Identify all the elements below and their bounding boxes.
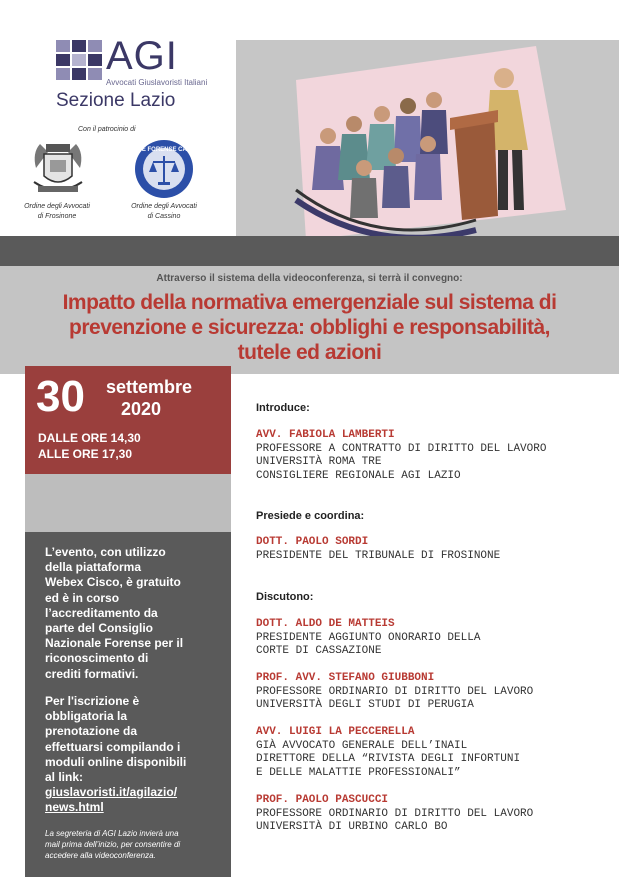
patrocinio-label: Con il patrocinio di (78, 126, 136, 133)
event-month: settembre (106, 377, 193, 397)
speaker-1: DOTT. ALDO DE MATTEIS PRESIDENTE AGGIUNTO ONORARIO DELLA CORTE DI CASSAZIONE (256, 618, 606, 659)
ordine-frosinone-label: Ordine degli Avvocati di Frosinone (24, 203, 90, 220)
logo-brand: AGI (106, 34, 178, 78)
presiede-speaker: DOTT. PAOLO SORDI PRESIDENTE DEL TRIBUNALE DI FROSINONE (256, 536, 606, 563)
speaker-3: AVV. LUIGI LA PECCERELLA GIÀ AVVOCATO GENERALE DELL’INAIL DIRETTORE DELLA “RIVISTA DEGLI INFORTUNI E DELLE MALATTIE PROFESSIONALI” (256, 726, 606, 780)
dark-divider-band (0, 236, 619, 266)
logo-section: Sezione Lazio (56, 90, 176, 111)
speaker-name: AVV. LUIGI LA PECCERELLA (256, 726, 415, 738)
left-grey-spacer (25, 474, 231, 532)
speaker-name: PROF. AVV. STEFANO GIUBBONI (256, 672, 435, 684)
info-note: La segreteria di AGI Lazio invierà una mail prima dell’inizio, per consentire di accedere alla videoconferenza. (45, 829, 181, 860)
event-title: Impatto della normativa emergenziale sul sistema di prevenzione e sicurezza: obblighi e responsabilità, tutele ed azioni (62, 291, 557, 364)
introduce-section (256, 402, 606, 416)
speaker-name: DOTT. PAOLO SORDI (256, 536, 369, 548)
conference-illustration (236, 40, 619, 236)
registration-link[interactable]: giuslavoristi.it/agilazio/ news.html (45, 785, 178, 815)
event-day: 30 (36, 372, 85, 421)
event-year: 2020 (121, 399, 162, 419)
introduce-label: Introduce: (256, 402, 310, 414)
frosinone-seal-icon (28, 138, 88, 200)
seal2-text: ORDINE FORENSE CASSINO (122, 147, 206, 153)
speaker-name: AVV. FABIOLA LAMBERTI (256, 429, 395, 441)
info-paragraph-1: L’evento, con utilizzo della piattaforma Webex Cisco, è gratuito ed è in corso l’accreditamento da parte del Consiglio Nazionale Forense per il riconoscimento di crediti formativi. (45, 545, 184, 681)
cassino-seal-icon (122, 138, 206, 200)
presiede-label: Presiede e coordina: (256, 510, 365, 522)
intro-text: Attraverso il sistema della videoconferenza, si terrà il convegno: (156, 273, 463, 284)
introduce-speaker: AVV. FABIOLA LAMBERTI PROFESSORE A CONTRATTO DI DIRITTO DEL LAVORO UNIVERSITÀ ROMA TRE CONSIGLIERE REGIONALE AGI LAZIO (256, 429, 606, 483)
event-hours: DALLE ORE 14,30 ALLE ORE 17,30 (38, 431, 141, 461)
agi-logo (56, 34, 208, 115)
info-paragraph-2: Per l'iscrizione è obbligatoria la prenotazione da effettuarsi compilando i moduli online disponibili al link: giuslavoristi.it/agilazio/ news.html (45, 694, 225, 816)
speaker-4: PROF. PAOLO PASCUCCI PROFESSORE ORDINARIO DI DIRITTO DEL LAVORO UNIVERSITÀ DI URBINO CARLO BO (256, 794, 606, 835)
ordine-cassino-label: Ordine degli Avvocati di Cassino (131, 203, 197, 220)
speaker-name: DOTT. ALDO DE MATTEIS (256, 618, 395, 630)
agi-logo-icon (56, 40, 102, 80)
speaker-name: PROF. PAOLO PASCUCCI (256, 794, 389, 806)
presiede-section (256, 510, 606, 524)
discutono-label: Discutono: (256, 591, 314, 603)
discutono-section (256, 591, 606, 605)
speaker-2: PROF. AVV. STEFANO GIUBBONI PROFESSORE ORDINARIO DI DIRITTO DEL LAVORO UNIVERSITÀ DEGLI STUDI DI PERUGIA (256, 672, 606, 713)
logo-subtitle: Avvocati Giuslavoristi Italiani (106, 78, 208, 87)
